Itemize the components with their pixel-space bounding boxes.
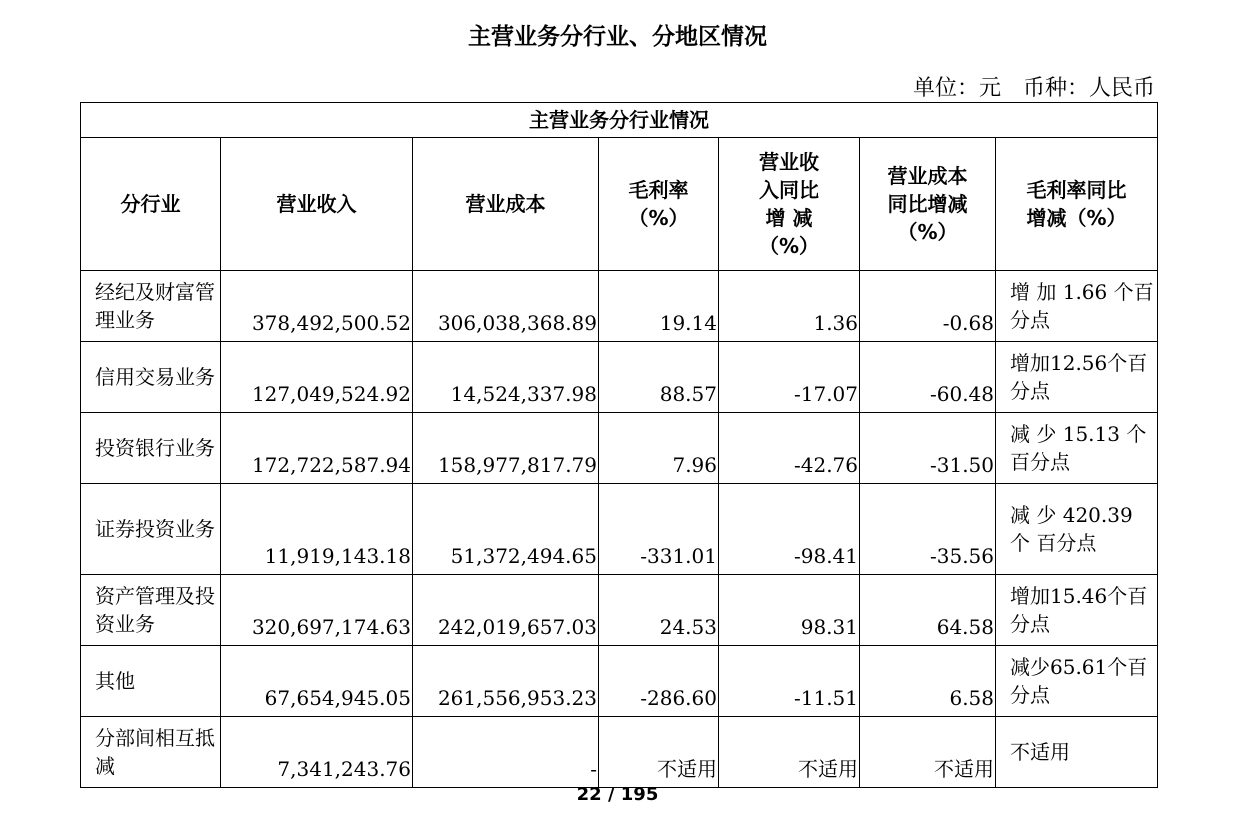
cell-margin-change: 不适用 [996, 717, 1158, 788]
table-caption: 主营业务分行业情况 [81, 103, 1158, 138]
cell-cost: 51,372,494.65 [413, 484, 599, 575]
cell-margin: 24.53 [599, 575, 719, 646]
header-cost-yoy: 营业成本同比增减（%） [860, 138, 996, 271]
cell-cost: 158,977,817.79 [413, 413, 599, 484]
cell-margin-change: 减 少 15.13 个百分点 [996, 413, 1158, 484]
cell-margin: -331.01 [599, 484, 719, 575]
cell-cost-yoy: 64.58 [860, 575, 996, 646]
cell-cost-yoy: -31.50 [860, 413, 996, 484]
table-row [81, 484, 1158, 575]
cell-revenue: 11,919,143.18 [221, 484, 413, 575]
cell-cost: 242,019,657.03 [413, 575, 599, 646]
cell-revenue: 127,049,524.92 [221, 342, 413, 413]
cell-cost: 306,038,368.89 [413, 271, 599, 342]
header-gross-margin: 毛利率（%） [599, 138, 719, 271]
table-row [81, 575, 1158, 646]
cell-revenue: 7,341,243.76 [221, 717, 413, 788]
table-row [81, 271, 1158, 342]
cell-margin: 88.57 [599, 342, 719, 413]
cell-cost: 14,524,337.98 [413, 342, 599, 413]
header-revenue-yoy: 营业收入同比增 减（%） [719, 138, 860, 271]
main-business-table [80, 102, 1158, 788]
cell-cost-yoy: 不适用 [860, 717, 996, 788]
cell-revenue: 67,654,945.05 [221, 646, 413, 717]
cell-cost: 261,556,953.23 [413, 646, 599, 717]
header-revenue: 营业收入 [221, 138, 413, 271]
cell-revenue-yoy: -17.07 [719, 342, 860, 413]
cell-revenue: 320,697,174.63 [221, 575, 413, 646]
currency-label: 币种：人民币 [1022, 76, 1155, 101]
table-row [81, 646, 1158, 717]
cell-revenue: 172,722,587.94 [221, 413, 413, 484]
header-cost: 营业成本 [413, 138, 599, 271]
cell-cost-yoy: -0.68 [860, 271, 996, 342]
cell-margin-change: 增 加 1.66 个百分点 [996, 271, 1158, 342]
cell-revenue-yoy: 1.36 [719, 271, 860, 342]
unit-currency-line [913, 71, 1155, 102]
cell-segment: 信用交易业务 [81, 342, 221, 413]
cell-margin-change: 增加15.46个百分点 [996, 575, 1158, 646]
cell-segment: 经纪及财富管理业务 [81, 271, 221, 342]
cell-revenue-yoy: 不适用 [719, 717, 860, 788]
cell-margin: 7.96 [599, 413, 719, 484]
cell-segment: 投资银行业务 [81, 413, 221, 484]
cell-revenue-yoy: 98.31 [719, 575, 860, 646]
cell-margin-change: 减少65.61个百分点 [996, 646, 1158, 717]
page-number: 22 / 195 [576, 784, 659, 805]
cell-segment: 资产管理及投资业务 [81, 575, 221, 646]
header-margin-change: 毛利率同比增减（%） [996, 138, 1158, 271]
cell-cost-yoy: -35.56 [860, 484, 996, 575]
cell-revenue-yoy: -98.41 [719, 484, 860, 575]
cell-cost-yoy: -60.48 [860, 342, 996, 413]
cell-revenue-yoy: -11.51 [719, 646, 860, 717]
table-row [81, 413, 1158, 484]
cell-revenue: 378,492,500.52 [221, 271, 413, 342]
cell-margin: 不适用 [599, 717, 719, 788]
cell-cost-yoy: 6.58 [860, 646, 996, 717]
cell-segment: 分部间相互抵减 [81, 717, 221, 788]
cell-margin-change: 增加12.56个百分点 [996, 342, 1158, 413]
page-title: 主营业务分行业、分地区情况 [468, 24, 767, 50]
cell-cost: - [413, 717, 599, 788]
cell-segment: 其他 [81, 646, 221, 717]
unit-label: 单位：元 [912, 76, 1001, 101]
header-segment: 分行业 [81, 138, 221, 271]
table-row [81, 717, 1158, 788]
cell-segment: 证券投资业务 [81, 484, 221, 575]
cell-margin-change: 减 少 420.39 个 百分点 [996, 484, 1158, 575]
cell-margin: 19.14 [599, 271, 719, 342]
cell-margin: -286.60 [599, 646, 719, 717]
table-row [81, 342, 1158, 413]
cell-revenue-yoy: -42.76 [719, 413, 860, 484]
